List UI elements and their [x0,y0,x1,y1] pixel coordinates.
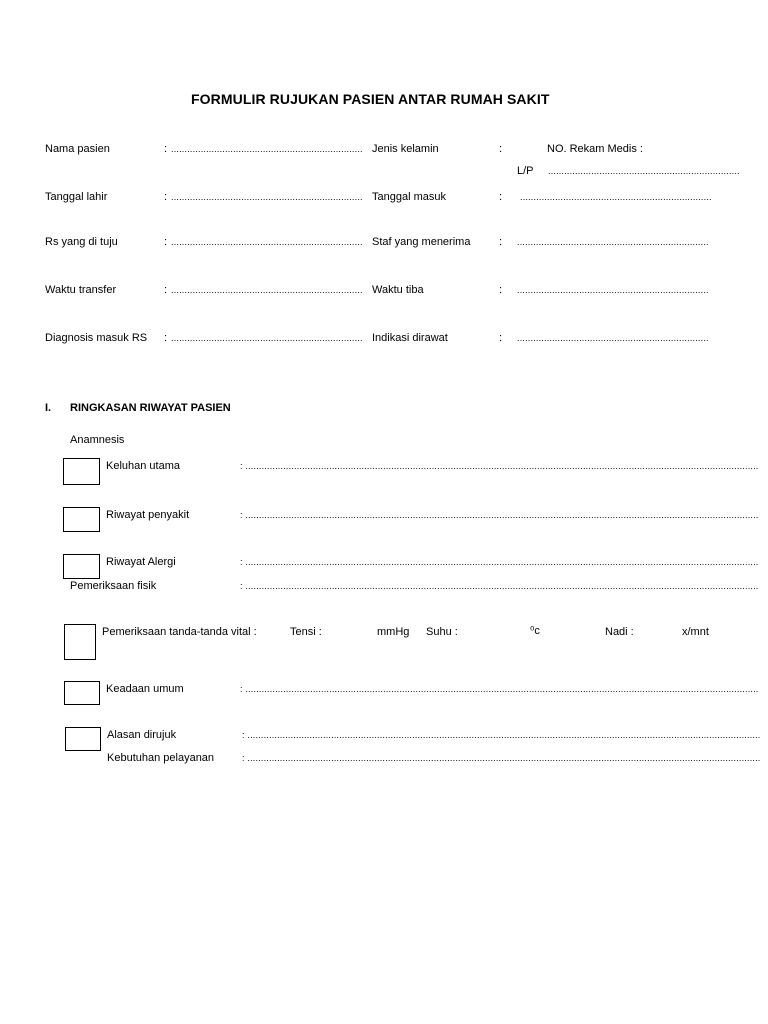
label-keluhan-utama: Keluhan utama [106,460,180,472]
kebutuhan-pelayanan-field[interactable]: : .............................................................................................................................................................................................. [242,753,761,763]
label-pemeriksaan-fisik: Pemeriksaan fisik [70,580,157,592]
label-indikasi-dirawat: Indikasi dirawat [372,332,448,344]
label-waktu-transfer: Waktu transfer [45,284,117,296]
label-nama-pasien: Nama pasien [45,143,110,155]
label-waktu-tiba: Waktu tiba [372,284,424,296]
label-staf-menerima: Staf yang menerima [372,236,471,248]
label-suhu: Suhu : [426,626,458,638]
label-lp: L/P [517,165,534,177]
label-no-rekam-medis: NO. Rekam Medis : [547,143,643,155]
label-tanggal-lahir: Tanggal lahir [45,191,108,203]
unit-xmnt: x/mnt [682,626,709,638]
waktu-tiba-field[interactable]: ....................................................................... [517,285,709,295]
colon: : [499,332,503,344]
colon: : [164,284,168,296]
colon: : [164,236,168,248]
colon: : [164,143,168,155]
diagnosis-masuk-field[interactable]: ....................................................................... [171,333,363,343]
alasan-dirujuk-checkbox[interactable] [65,727,101,751]
colon: : [499,191,503,203]
section-number: I. [45,402,52,414]
label-rs-dituju: Rs yang di tuju [45,236,118,248]
label-tensi: Tensi : [290,626,322,638]
staf-menerima-field[interactable]: ....................................................................... [517,237,709,247]
keadaan-umum-checkbox[interactable] [64,681,100,705]
label-keadaan-umum: Keadaan umum [106,683,184,695]
no-rekam-medis-field[interactable]: ....................................................................... [548,166,740,176]
keadaan-umum-field[interactable]: : .............................................................................................................................................................................................. [240,684,759,694]
label-kebutuhan-pelayanan: Kebutuhan pelayanan [107,752,215,764]
nama-pasien-field[interactable]: ....................................................................... [171,144,363,154]
label-vital-signs: Pemeriksaan tanda-tanda vital : [102,626,257,638]
label-riwayat-penyakit: Riwayat penyakit [106,509,190,521]
unit-celsius: ⁰c [530,625,540,637]
label-jenis-kelamin: Jenis kelamin [372,143,439,155]
keluhan-utama-checkbox[interactable] [63,458,100,485]
colon: : [164,332,168,344]
tanggal-lahir-field[interactable]: ....................................................................... [171,192,363,202]
colon: : [499,143,503,155]
pemeriksaan-fisik-field[interactable]: : .............................................................................................................................................................................................. [240,581,759,591]
unit-mmhg: mmHg [377,626,410,638]
waktu-transfer-field[interactable]: ....................................................................... [171,285,363,295]
page-title: FORMULIR RUJUKAN PASIEN ANTAR RUMAH SAKIT [191,91,550,107]
label-alasan-dirujuk: Alasan dirujuk [107,729,177,741]
colon: : [499,284,503,296]
riwayat-alergi-checkbox[interactable] [63,554,100,579]
colon: : [499,236,503,248]
label-anamnesis: Anamnesis [70,434,125,446]
indikasi-dirawat-field[interactable]: ....................................................................... [517,333,709,343]
riwayat-alergi-field[interactable]: : .............................................................................................................................................................................................. [240,557,759,567]
colon: : [164,191,168,203]
riwayat-penyakit-field[interactable]: : .............................................................................................................................................................................................. [240,510,759,520]
label-diagnosis-masuk: Diagnosis masuk RS [45,332,148,344]
tanggal-masuk-field[interactable]: ....................................................................... [520,192,712,202]
rs-dituju-field[interactable]: ....................................................................... [171,237,363,247]
keluhan-utama-field[interactable]: : .............................................................................................................................................................................................. [240,461,759,471]
riwayat-penyakit-checkbox[interactable] [63,507,100,532]
label-tanggal-masuk: Tanggal masuk [372,191,446,203]
section-heading: RINGKASAN RIWAYAT PASIEN [70,402,231,414]
vital-signs-checkbox[interactable] [64,624,96,660]
label-riwayat-alergi: Riwayat Alergi [106,556,176,568]
alasan-dirujuk-field[interactable]: : .............................................................................................................................................................................................. [242,730,761,740]
label-nadi: Nadi : [605,626,634,638]
